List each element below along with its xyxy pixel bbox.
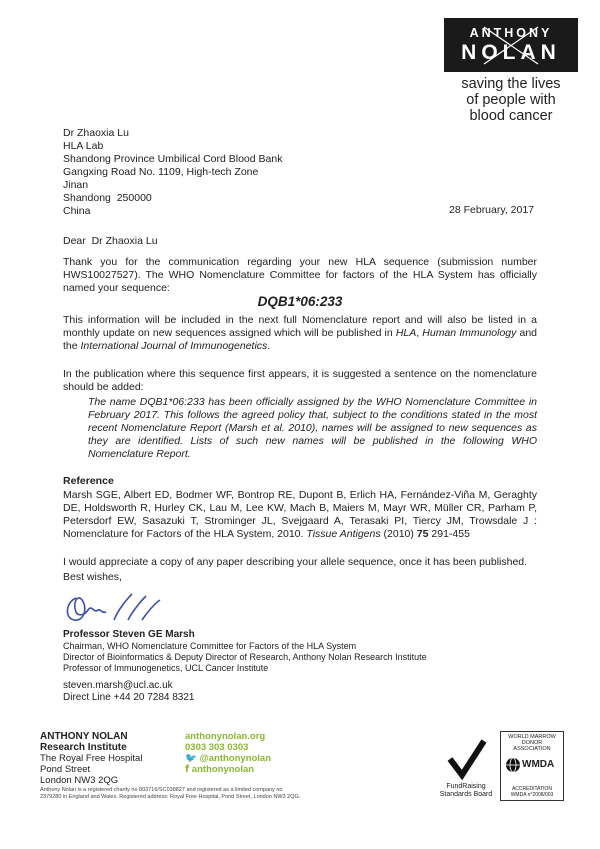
reference-text: Marsh SGE, Albert ED, Bodmer WF, Bontrop RE, Dupont B, Erlich HA, Fernández-Viña M, Geraghty DE, Holdsworth R, Hurley CK, Lau M, Lee KW, Mach B, Maiers M, Mayr WR, Müller CR, Parham P, Petersdorf EW, Sasazuki T, Strominger JL, Svejgaard A, Terasaki PI, Tiercy JM, Trowsdale J : Nomenclature for Factors of the HLA System, 2010. Tissue Antigens (2010) 75 291-455 [63, 489, 537, 540]
paragraph-request: I would appreciate a copy of any paper describing your allele sequence, once it has been published. [63, 556, 528, 568]
globe-icon [505, 757, 521, 773]
suggested-sentence: The name DQB1*06:233 has been officially assigned by the WHO Nomenclature Committee in February 2017. This follows the agreed policy that, subject to the conditions stated in the most recent Nomenclature Report (Marsh et al. 2010), names will be assigned to new sequences as they are identified. Lists of such new names will be published in the following WHO Nomenclature Report. [88, 396, 537, 460]
closing: Best wishes, [63, 571, 122, 583]
wmda-accreditation-badge: WORLD MARROW DONOR ASSOCIATION WMDA ACCREDITATION WMDA n°2008/003 [500, 731, 564, 801]
logo-line-2: NOLAN [461, 41, 561, 64]
footer-legal: Anthony Nolan is a registered charity no 803716/SC038827 and registered as a limited company no 2379280 in England and Wales. Registered address: Royal Free Hospital, Pond Street, London NW3 2QG. [40, 787, 301, 800]
facebook-icon: f [185, 764, 190, 775]
tagline: saving the lives of people with blood cancer [461, 76, 561, 124]
phone-number: 0303 303 0303 [185, 742, 249, 753]
direct-line: Direct Line +44 20 7284 8321 [63, 692, 195, 703]
signatory-name: Professor Steven GE Marsh [63, 629, 195, 640]
footer-web-phone [185, 731, 265, 753]
checkmark-icon [436, 735, 496, 783]
signatory-roles: Chairman, WHO Nomenclature Committee for Factors of the HLA System Director of Bioinformatics & Deputy Director of Research, Anthony Nolan Research Institute Professor of Immunogenetics, UCL Cancer Institute [63, 641, 427, 673]
facebook-handle[interactable]: anthonynolan [191, 764, 255, 775]
recipient-address: Dr Zhaoxia Lu HLA Lab Shandong Province Umbilical Cord Blood Bank Gangxing Road No. 1109, High-tech Zone Jinan Shandong 250000 China [63, 127, 283, 217]
letter-date: 28 February, 2017 [449, 204, 535, 216]
footer-social [185, 753, 271, 775]
paragraph-publication: This information will be included in the next full Nomenclature report and will also be listed in a monthly update on new sequences assigned which will be published in HLA, Human Immunology and the International Journal of Immunogenetics. [63, 314, 537, 352]
paragraph-suggestion: In the publication where this sequence first appears, it is suggested a sentence on the nomenclature should be added: [63, 368, 537, 393]
website-link[interactable]: anthonynolan.org [185, 731, 266, 742]
anthony-nolan-logo [444, 18, 578, 72]
paragraph-intro: Thank you for the communication regarding your new HLA sequence (submission number HWS10027527). The WHO Nomenclature Committee for factors of the HLA System has officially named your sequence: [63, 256, 537, 294]
reference-heading: Reference [63, 475, 114, 487]
signatory-contact [63, 680, 195, 704]
twitter-handle[interactable]: @anthonynolan [199, 753, 272, 764]
email: steven.marsh@ucl.ac.uk [63, 680, 173, 691]
footer-address: The Royal Free Hospital Pond Street London NW3 2QG [40, 753, 143, 786]
logo-line-1: ANTHONY [469, 26, 553, 40]
wmda-logo: WMDA [505, 756, 559, 774]
footer-org-name: ANTHONY NOLAN Research Institute [40, 731, 128, 753]
sequence-name: DQB1*06:233 [257, 294, 343, 309]
handwritten-signature [62, 590, 172, 630]
fundraising-standards-logo: FundRaising Standards Board [436, 735, 496, 799]
twitter-icon: 🐦 [185, 753, 197, 764]
salutation: Dear Dr Zhaoxia Lu [63, 235, 158, 247]
